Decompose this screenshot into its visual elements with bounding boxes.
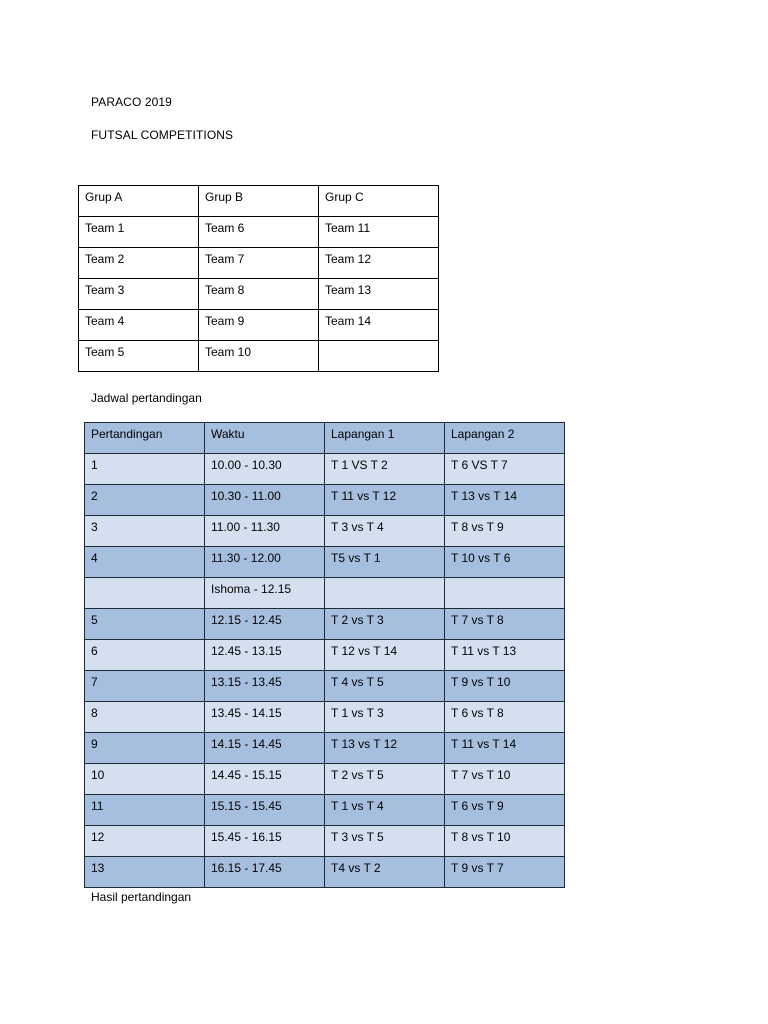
schedule-row — [85, 702, 565, 733]
schedule-cell: T4 vs T 2 — [325, 857, 445, 888]
schedule-header-row — [85, 423, 565, 454]
schedule-row — [85, 485, 565, 516]
schedule-cell: T 1 vs T 4 — [325, 795, 445, 826]
document-subtitle: FUTSAL COMPETITIONS — [91, 128, 234, 142]
schedule-cell: 7 — [85, 671, 205, 702]
groups-cell: Team 7 — [199, 248, 319, 279]
schedule-cell: 8 — [85, 702, 205, 733]
schedule-cell: 13.45 - 14.15 — [205, 702, 325, 733]
schedule-header-cell: Waktu — [205, 423, 325, 454]
schedule-cell — [325, 578, 445, 609]
schedule-cell: T 7 vs T 8 — [445, 609, 565, 640]
schedule-cell — [445, 578, 565, 609]
groups-cell — [319, 341, 439, 372]
schedule-cell: 2 — [85, 485, 205, 516]
groups-header-cell: Grup B — [199, 186, 319, 217]
groups-row — [79, 310, 439, 341]
schedule-cell: 12.45 - 13.15 — [205, 640, 325, 671]
schedule-cell: T 11 vs T 12 — [325, 485, 445, 516]
schedule-cell: T 4 vs T 5 — [325, 671, 445, 702]
schedule-cell: 11.30 - 12.00 — [205, 547, 325, 578]
schedule-cell: 14.45 - 15.15 — [205, 764, 325, 795]
schedule-cell: T 11 vs T 13 — [445, 640, 565, 671]
groups-header-cell: Grup C — [319, 186, 439, 217]
schedule-cell: T 2 vs T 3 — [325, 609, 445, 640]
groups-row — [79, 217, 439, 248]
schedule-row — [85, 764, 565, 795]
results-label: Hasil pertandingan — [91, 890, 192, 904]
schedule-cell: 11 — [85, 795, 205, 826]
schedule-cell: 11.00 - 11.30 — [205, 516, 325, 547]
groups-header-cell: Grup A — [79, 186, 199, 217]
groups-cell: Team 9 — [199, 310, 319, 341]
groups-cell: Team 10 — [199, 341, 319, 372]
schedule-cell: T 6 VS T 7 — [445, 454, 565, 485]
schedule-header-cell: Pertandingan — [85, 423, 205, 454]
groups-table — [78, 185, 439, 372]
schedule-cell: T 6 vs T 8 — [445, 702, 565, 733]
schedule-cell: 5 — [85, 609, 205, 640]
schedule-row — [85, 733, 565, 764]
schedule-cell: T 8 vs T 10 — [445, 826, 565, 857]
schedule-row — [85, 516, 565, 547]
schedule-cell: 10.30 - 11.00 — [205, 485, 325, 516]
schedule-cell: 13.15 - 13.45 — [205, 671, 325, 702]
groups-row — [79, 341, 439, 372]
groups-cell: Team 6 — [199, 217, 319, 248]
groups-cell: Team 12 — [319, 248, 439, 279]
schedule-cell: T 13 vs T 12 — [325, 733, 445, 764]
schedule-cell: T 6 vs T 9 — [445, 795, 565, 826]
groups-cell: Team 2 — [79, 248, 199, 279]
schedule-row — [85, 795, 565, 826]
schedule-table — [84, 422, 565, 888]
schedule-header-cell: Lapangan 2 — [445, 423, 565, 454]
groups-row — [79, 279, 439, 310]
schedule-row — [85, 826, 565, 857]
schedule-cell: T 2 vs T 5 — [325, 764, 445, 795]
schedule-cell: T 10 vs T 6 — [445, 547, 565, 578]
schedule-row — [85, 640, 565, 671]
groups-cell: Team 5 — [79, 341, 199, 372]
schedule-cell: 12.15 - 12.45 — [205, 609, 325, 640]
schedule-row — [85, 609, 565, 640]
schedule-row — [85, 547, 565, 578]
groups-cell: Team 14 — [319, 310, 439, 341]
schedule-label: Jadwal pertandingan — [91, 391, 202, 405]
schedule-row — [85, 454, 565, 485]
schedule-cell: 1 — [85, 454, 205, 485]
schedule-cell: 15.45 - 16.15 — [205, 826, 325, 857]
groups-cell: Team 8 — [199, 279, 319, 310]
schedule-cell: 13 — [85, 857, 205, 888]
groups-cell: Team 1 — [79, 217, 199, 248]
schedule-cell: Ishoma - 12.15 — [205, 578, 325, 609]
schedule-cell: 14.15 - 14.45 — [205, 733, 325, 764]
schedule-row — [85, 857, 565, 888]
schedule-cell: T 11 vs T 14 — [445, 733, 565, 764]
schedule-cell: 4 — [85, 547, 205, 578]
schedule-cell: T 9 vs T 7 — [445, 857, 565, 888]
schedule-cell — [85, 578, 205, 609]
schedule-row — [85, 578, 565, 609]
groups-row — [79, 248, 439, 279]
schedule-cell: T 12 vs T 14 — [325, 640, 445, 671]
schedule-header-cell: Lapangan 1 — [325, 423, 445, 454]
groups-header-row — [79, 186, 439, 217]
schedule-cell: T 3 vs T 5 — [325, 826, 445, 857]
schedule-cell: 3 — [85, 516, 205, 547]
schedule-cell: T 13 vs T 14 — [445, 485, 565, 516]
schedule-cell: 6 — [85, 640, 205, 671]
schedule-cell: T 9 vs T 10 — [445, 671, 565, 702]
schedule-cell: 10.00 - 10.30 — [205, 454, 325, 485]
schedule-cell: T 7 vs T 10 — [445, 764, 565, 795]
schedule-cell: T5 vs T 1 — [325, 547, 445, 578]
schedule-cell: 15.15 - 15.45 — [205, 795, 325, 826]
schedule-cell: 9 — [85, 733, 205, 764]
schedule-cell: T 3 vs T 4 — [325, 516, 445, 547]
schedule-cell: T 8 vs T 9 — [445, 516, 565, 547]
schedule-row — [85, 671, 565, 702]
schedule-cell: 16.15 - 17.45 — [205, 857, 325, 888]
schedule-cell: T 1 vs T 3 — [325, 702, 445, 733]
groups-cell: Team 4 — [79, 310, 199, 341]
groups-cell: Team 11 — [319, 217, 439, 248]
schedule-cell: 10 — [85, 764, 205, 795]
schedule-cell: T 1 VS T 2 — [325, 454, 445, 485]
groups-cell: Team 3 — [79, 279, 199, 310]
groups-cell: Team 13 — [319, 279, 439, 310]
schedule-cell: 12 — [85, 826, 205, 857]
document-title: PARACO 2019 — [91, 95, 172, 109]
